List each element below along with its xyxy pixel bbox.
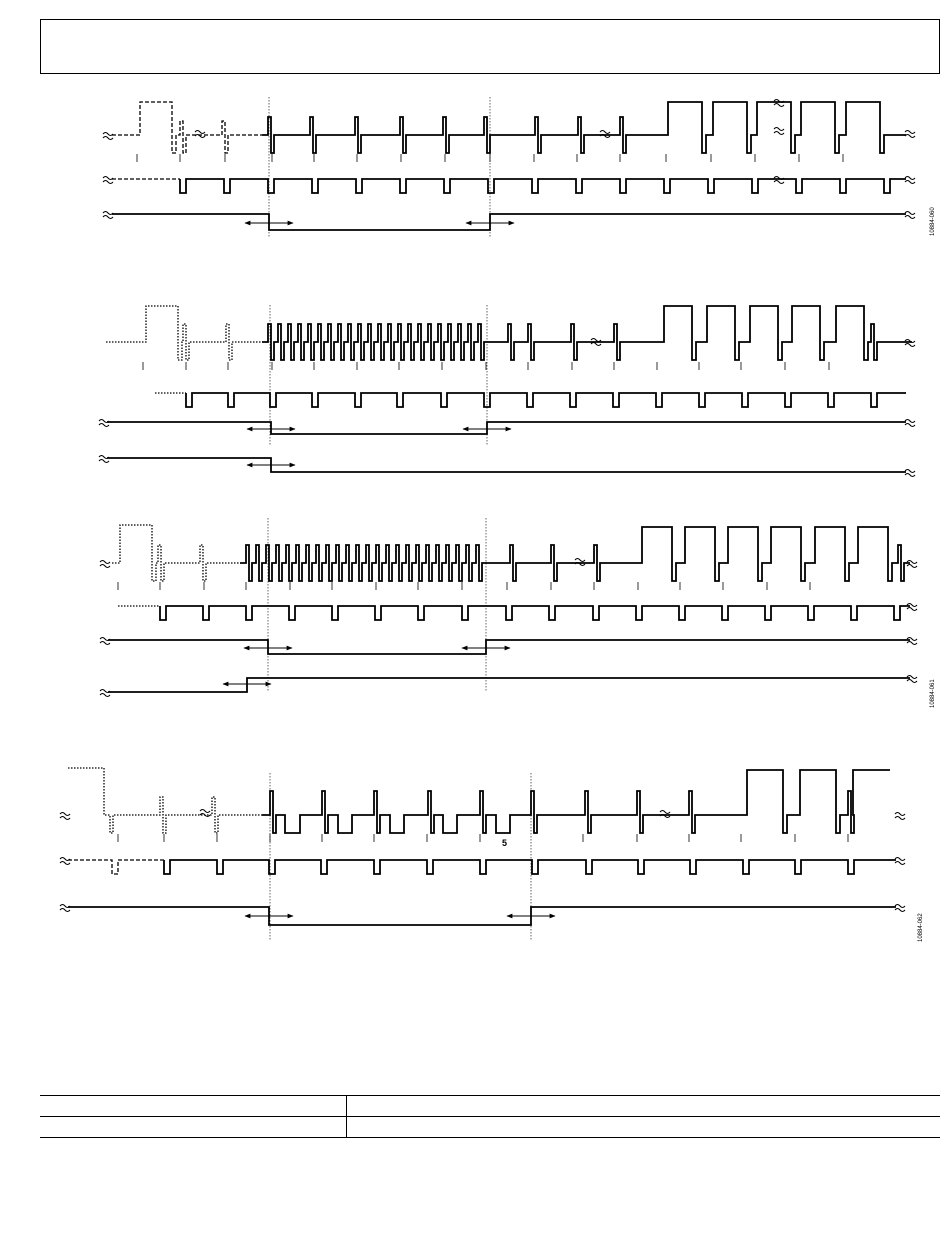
break-symbol	[907, 676, 917, 683]
waveforms	[68, 102, 912, 925]
break-symbol	[60, 813, 70, 820]
data-waveform	[262, 770, 890, 833]
data-waveform-pre	[106, 306, 262, 360]
data-waveform	[240, 527, 910, 581]
break-symbol	[895, 905, 905, 912]
break-symbol	[774, 177, 784, 184]
break-symbol	[195, 131, 205, 138]
data-waveform-pre	[112, 525, 240, 581]
break-symbol	[905, 131, 915, 138]
clock-waveform	[160, 606, 910, 620]
table-row	[40, 1117, 940, 1138]
figure-id-1: 10884-060	[930, 207, 936, 236]
table-cell	[347, 1117, 941, 1138]
figure-id-2: 10884-061	[930, 679, 936, 708]
clock-waveform-pre	[68, 860, 164, 874]
clock-waveform	[180, 179, 906, 193]
break-symbol	[907, 638, 917, 645]
table-cell	[40, 1096, 347, 1117]
break-symbol	[103, 212, 113, 219]
control-waveform	[107, 422, 906, 434]
break-symbol	[774, 128, 784, 135]
break-symbol	[895, 858, 905, 865]
control-waveform	[108, 640, 910, 654]
break-symbol	[60, 905, 70, 912]
break-symbol	[100, 690, 110, 697]
data-waveform-pre	[112, 102, 262, 153]
break-symbol	[907, 561, 917, 568]
control-waveform	[107, 458, 906, 472]
break-symbol	[575, 559, 585, 566]
break-symbol	[100, 638, 110, 645]
control-waveform	[68, 907, 896, 925]
control-waveform	[108, 678, 910, 692]
break-symbol	[895, 813, 905, 820]
clock-waveform	[186, 393, 906, 407]
clock-waveform	[164, 860, 896, 874]
bottom-diagram-label: 5	[502, 838, 508, 848]
data-waveform	[262, 306, 912, 360]
figure-id-3: 10884-062	[918, 913, 924, 942]
break-symbol	[774, 100, 784, 107]
break-symbol	[905, 177, 915, 184]
break-symbol	[905, 420, 915, 427]
break-symbol	[60, 858, 70, 865]
break-symbol	[905, 212, 915, 219]
break-symbol	[99, 456, 109, 463]
break-symbol	[660, 811, 670, 818]
markers	[60, 100, 917, 917]
break-symbol	[99, 420, 109, 427]
control-waveform	[112, 214, 906, 230]
break-symbol	[905, 340, 915, 347]
break-symbol	[907, 604, 917, 611]
break-symbol	[100, 561, 110, 568]
data-waveform	[262, 102, 906, 153]
break-symbol	[905, 470, 915, 477]
table-cell	[347, 1096, 941, 1117]
break-symbol	[600, 131, 610, 138]
footer-table	[40, 1095, 940, 1138]
table-cell	[40, 1117, 347, 1138]
table-row	[40, 1096, 940, 1117]
data-waveform-pre	[68, 768, 262, 833]
break-symbol	[103, 133, 113, 140]
break-symbol	[103, 177, 113, 184]
